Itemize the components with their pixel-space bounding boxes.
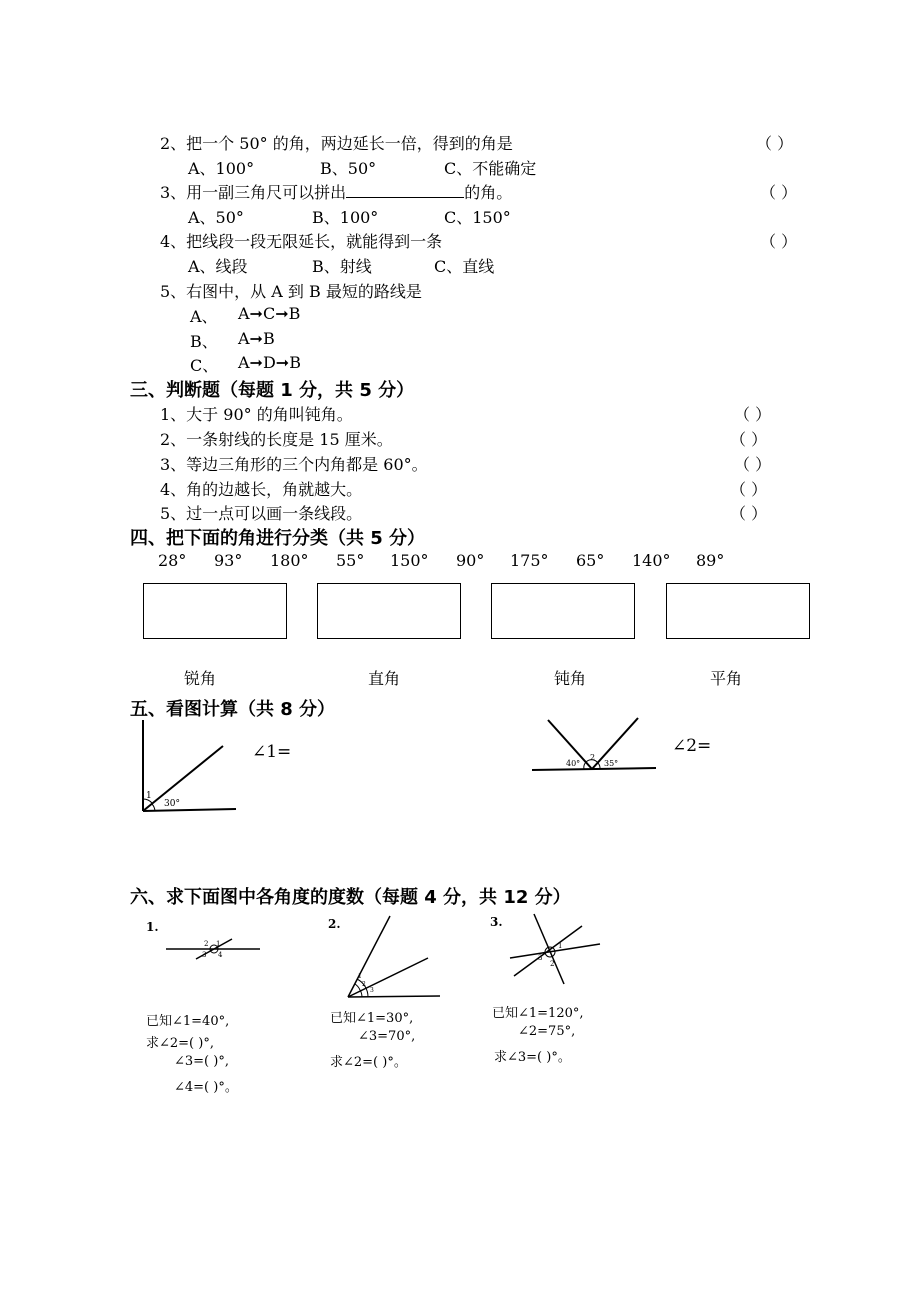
judge-paren-3[interactable]: （ ） bbox=[734, 455, 772, 474]
mc-q4-answer-paren[interactable]: （ ） bbox=[760, 232, 798, 251]
p2-number: 2. bbox=[328, 917, 341, 931]
p2-find-2: 求∠2=( )°。 bbox=[330, 1055, 407, 1070]
mc-q4-option-b: B、射线 bbox=[312, 257, 372, 276]
section-3-title: 三、判断题（每题 1 分，共 5 分） bbox=[130, 380, 415, 401]
judge-item-4: 4、角的边越长，角就越大。 bbox=[160, 480, 363, 499]
mc-q4-option-c: C、直线 bbox=[434, 257, 495, 276]
fig1-answer: ∠1= bbox=[252, 742, 292, 762]
judge-item-2: 2、一条射线的长度是 15 厘米。 bbox=[160, 430, 393, 449]
category-acute: 锐角 bbox=[184, 669, 217, 688]
angle-value: 28° bbox=[158, 551, 187, 570]
section-6-title: 六、求下面图中各角度的度数（每题 4 分，共 12 分） bbox=[130, 887, 571, 908]
section-4-title: 四、把下面的角进行分类（共 5 分） bbox=[130, 528, 426, 549]
p2-top-ray bbox=[348, 916, 390, 997]
mc-q5-stem: 5、右图中，从 A 到 B 最短的路线是 bbox=[160, 282, 422, 301]
problem-1-figure bbox=[140, 915, 270, 967]
p1-angle-label-2: 2 bbox=[204, 940, 209, 948]
mc-q2-option-b: B、50° bbox=[320, 159, 377, 178]
angle-value: 93° bbox=[214, 551, 243, 570]
p1-angle-label-4: 4 bbox=[218, 951, 223, 959]
mc-q2-option-c: C、不能确定 bbox=[444, 159, 537, 178]
mc-q5-option-c: C、 bbox=[190, 356, 219, 375]
judge-item-1: 1、大于 90° 的角叫钝角。 bbox=[160, 405, 353, 424]
p2-given-3: ∠3=70°, bbox=[358, 1029, 416, 1044]
judge-paren-5[interactable]: （ ） bbox=[730, 504, 768, 523]
angle-value: 140° bbox=[632, 551, 671, 570]
mc-q4-stem: 4、把线段一段无限延长，就能得到一条 bbox=[160, 232, 443, 251]
right-answer-box[interactable] bbox=[317, 583, 461, 639]
p3-angle-label-1: 1 bbox=[558, 942, 563, 950]
fig2-label-40: 40° bbox=[566, 759, 581, 768]
p2-arc-2 bbox=[355, 984, 360, 990]
p3-find-3: 求∠3=( )°。 bbox=[494, 1050, 571, 1065]
p1-angle-label-3: 3 bbox=[202, 951, 207, 959]
p1-find-3: ∠3=( )°, bbox=[174, 1054, 229, 1069]
p1-find-2: 求∠2=( )°, bbox=[146, 1036, 214, 1051]
p1-number: 1. bbox=[146, 920, 159, 934]
p2-angle-label-3: 3 bbox=[370, 987, 374, 994]
category-right: 直角 bbox=[368, 669, 401, 688]
figure-angle-2 bbox=[530, 714, 660, 776]
figure-angle-1 bbox=[128, 716, 248, 820]
mc-q3-option-c: C、150° bbox=[444, 208, 511, 227]
angle-value: 90° bbox=[456, 551, 485, 570]
angle-value: 55° bbox=[336, 551, 365, 570]
p3-given-1: 已知∠1=120°, bbox=[492, 1006, 584, 1021]
p2-angle-label-2: 2 bbox=[362, 981, 366, 988]
p2-angle-label-1: 1 bbox=[358, 973, 362, 980]
mc-q2-stem: 2、把一个 50° 的角，两边延长一倍，得到的角是 bbox=[160, 134, 513, 153]
fig2-answer: ∠2= bbox=[672, 736, 712, 756]
mc-q5-path-a: A➞C➞B bbox=[238, 304, 301, 323]
judge-paren-2[interactable]: （ ） bbox=[730, 430, 768, 449]
fig2-arc-40 bbox=[584, 762, 586, 769]
mc-q5-path-c: A➞D➞B bbox=[238, 353, 301, 372]
p3-slanted-line bbox=[514, 926, 582, 976]
mc-q3-blank[interactable] bbox=[346, 181, 464, 198]
p1-angle-label-1: 1 bbox=[216, 940, 221, 948]
mc-q3-option-b: B、100° bbox=[312, 208, 379, 227]
p3-angle-label-3: 3 bbox=[538, 954, 543, 962]
mc-q2-option-a: A、100° bbox=[188, 159, 255, 178]
judge-paren-1[interactable]: （ ） bbox=[734, 405, 772, 424]
straight-answer-box[interactable] bbox=[666, 583, 810, 639]
p1-given: 已知∠1=40°, bbox=[146, 1014, 230, 1029]
fig1-label-1: 1 bbox=[146, 791, 152, 801]
judge-paren-4[interactable]: （ ） bbox=[730, 480, 768, 499]
angle-value: 150° bbox=[390, 551, 429, 570]
mc-q3-option-a: A、50° bbox=[188, 208, 244, 227]
angle-value: 89° bbox=[696, 551, 725, 570]
mc-q3-stem-post: 的角。 bbox=[464, 183, 513, 202]
category-obtuse: 钝角 bbox=[554, 669, 587, 688]
problem-3-figure bbox=[484, 910, 608, 990]
p3-given-2: ∠2=75°, bbox=[518, 1024, 576, 1039]
fig2-label-2: 2 bbox=[590, 753, 596, 762]
fig1-slanted-ray bbox=[143, 746, 223, 811]
fig1-label-30: 30° bbox=[164, 799, 180, 809]
p3-angle-label-2: 2 bbox=[550, 960, 555, 968]
p1-find-4: ∠4=( )°。 bbox=[174, 1080, 238, 1095]
mc-q3-stem-pre: 3、用一副三角尺可以拼出 bbox=[160, 183, 347, 202]
mc-q5-option-b: B、 bbox=[190, 332, 218, 351]
fig2-base-line bbox=[532, 768, 656, 770]
mc-q5-path-b: A➞B bbox=[238, 329, 275, 348]
fig1-horizontal-ray bbox=[143, 809, 236, 811]
mc-q5-option-a: A、 bbox=[190, 307, 218, 326]
p2-given-1: 已知∠1=30°, bbox=[330, 1011, 414, 1026]
judge-item-5: 5、过一点可以画一条线段。 bbox=[160, 504, 363, 523]
acute-answer-box[interactable] bbox=[143, 583, 287, 639]
angle-value: 175° bbox=[510, 551, 549, 570]
p3-number: 3. bbox=[490, 915, 503, 929]
fig2-label-35: 35° bbox=[604, 759, 619, 768]
problem-2-figure bbox=[322, 912, 446, 1002]
category-straight: 平角 bbox=[710, 669, 743, 688]
mc-q3-stem bbox=[160, 180, 512, 203]
obtuse-answer-box[interactable] bbox=[491, 583, 635, 639]
angle-value: 180° bbox=[270, 551, 309, 570]
mc-q3-answer-paren[interactable]: （ ） bbox=[760, 183, 798, 202]
mc-q2-answer-paren[interactable]: （ ） bbox=[756, 134, 794, 153]
mc-q4-option-a: A、线段 bbox=[188, 257, 248, 276]
section-5-title: 五、看图计算（共 8 分） bbox=[130, 699, 336, 720]
angle-value: 65° bbox=[576, 551, 605, 570]
judge-item-3: 3、等边三角形的三个内角都是 60°。 bbox=[160, 455, 428, 474]
